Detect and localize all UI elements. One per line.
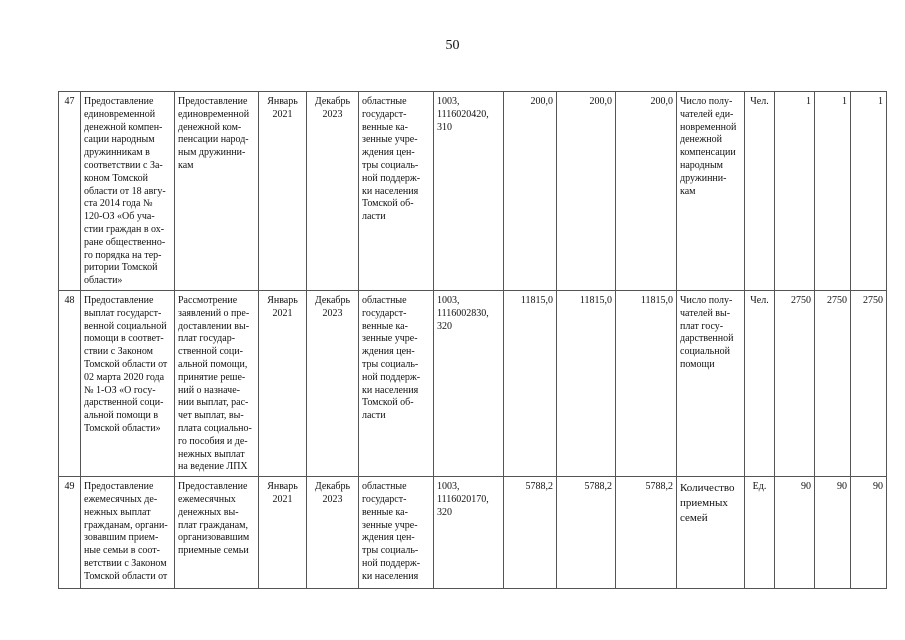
value-year-3: 2750 xyxy=(851,290,887,476)
start-date: Январь 2021 xyxy=(267,96,298,120)
amount-year-1: 5788,2 xyxy=(504,477,557,589)
executor: областные государст- венные ка- зенные учре- ждения цен- тры социаль- ной поддерж- ки населения Томской об- ласти xyxy=(362,96,421,223)
value-year-1: 90 xyxy=(775,477,815,589)
start-date: Январь 2021 xyxy=(267,481,298,505)
unit: Чел. xyxy=(745,92,775,291)
amount-year-2: 11815,0 xyxy=(557,290,616,476)
end-date: Декабрь 2023 xyxy=(314,294,351,319)
amount-year-2: 200,0 xyxy=(557,92,616,291)
amount-year-3: 5788,2 xyxy=(616,477,677,589)
executor: областные государст- венные ка- зенные учре- ждения цен- тры социаль- ной поддерж- ки населения xyxy=(362,481,421,582)
activity-name: Предоставление выплат государст- венной социальной помощи в соответ- ствии с Законом Томской области от 02 марта 2020 года № 1-ОЗ «О госу- дарственной соци- альной помощи в Томской области» xyxy=(84,294,168,434)
unit: Ед. xyxy=(745,477,775,589)
value-year-1: 1 xyxy=(775,92,815,291)
row-number: 48 xyxy=(59,290,81,476)
indicator: Количество приемных семей xyxy=(680,482,735,525)
value-year-1: 2750 xyxy=(775,290,815,476)
value-year-2: 2750 xyxy=(815,290,851,476)
amount-year-3: 11815,0 xyxy=(616,290,677,476)
row-number: 49 xyxy=(59,477,81,589)
amount-year-1: 200,0 xyxy=(504,92,557,291)
activity-content: Рассмотрение заявлений о пре- доставлении вы- плат государ- ственной соци- альной помощи, принятие реше- ний о назначе- нии выплат, рас- чет выплат, вы- плата социально- го пособия и де- нежных выплат на ведение ЛПХ xyxy=(178,294,252,473)
executor: областные государст- венные ка- зенные учре- ждения цен- тры социаль- ной поддерж- ки населения Томской об- ласти xyxy=(362,294,421,422)
end-date: Декабрь 2023 xyxy=(314,481,351,505)
activity-name: Предоставление ежемесячных де- нежных выплат гражданам, органи- зовавшим прием- ные семьи в соот- ветствии с Законом Томской области от xyxy=(84,481,168,582)
activity-content: Предоставление ежемесячных денежных вы- плат гражданам, организовавшим приемные семьи xyxy=(178,481,250,557)
row-number: 47 xyxy=(59,92,81,291)
activity-name: Предоставление единовременной денежной компен- сации народным дружинникам в соответствии с За- коном Томской области от 18 авгу- ста 2014 года № 120-ОЗ «Об уча- стии граждан в ох- ране общественно- го порядка на тер- ритории Томской области» xyxy=(84,96,166,287)
unit: Чел. xyxy=(745,290,775,476)
table-row xyxy=(59,92,887,291)
value-year-3: 1 xyxy=(851,92,887,291)
indicator: Число полу- чателей вы- плат госу- дарственной социальной помощи xyxy=(680,294,734,370)
table-row xyxy=(59,477,887,589)
amount-year-2: 5788,2 xyxy=(557,477,616,589)
program-activities-table xyxy=(58,91,887,589)
amount-year-1: 11815,0 xyxy=(504,290,557,476)
table-row xyxy=(59,290,887,476)
end-date: Декабрь 2023 xyxy=(314,96,351,120)
budget-code: 1003, 1116020420, 310 xyxy=(437,96,489,133)
value-year-3: 90 xyxy=(851,477,887,589)
indicator: Число полу- чателей еди- новременной денежной компенсации народным дружинни- кам xyxy=(680,96,737,197)
budget-code: 1003, 1116020170, 320 xyxy=(437,481,489,518)
budget-code: 1003, 1116002830, 320 xyxy=(437,294,489,332)
amount-year-3: 200,0 xyxy=(616,92,677,291)
value-year-2: 1 xyxy=(815,92,851,291)
value-year-2: 90 xyxy=(815,477,851,589)
activity-content: Предоставление единовременной денежной ком- пенсации народ- ным дружинни- кам xyxy=(178,96,250,171)
start-date: Январь 2021 xyxy=(267,294,298,319)
page-number: 50 xyxy=(445,38,460,53)
